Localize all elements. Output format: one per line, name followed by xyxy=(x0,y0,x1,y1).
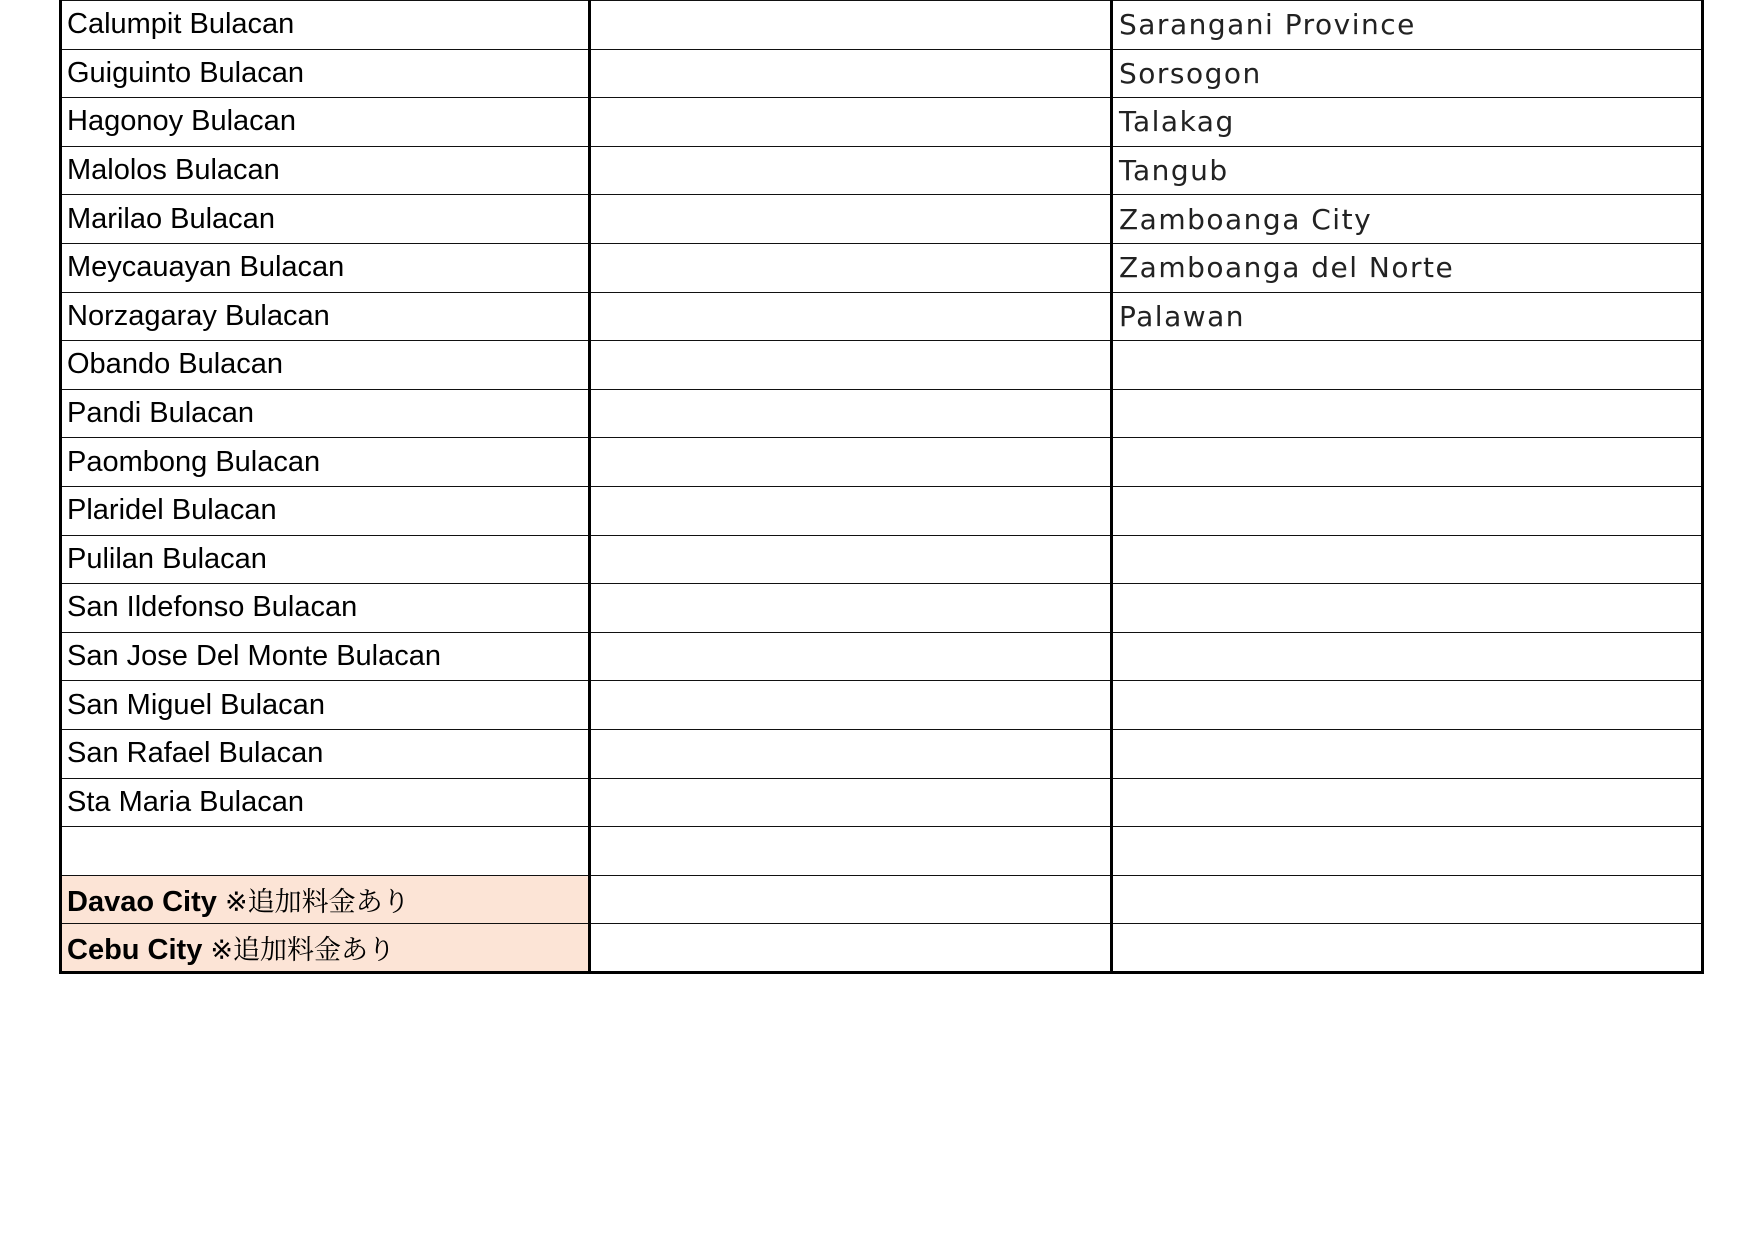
middle-cell[interactable] xyxy=(590,1,1112,50)
area-cell[interactable]: Obando Bulacan xyxy=(61,341,590,390)
area-cell[interactable]: Paombong Bulacan xyxy=(61,438,590,487)
middle-cell[interactable] xyxy=(590,243,1112,292)
middle-cell[interactable] xyxy=(590,195,1112,244)
table-row xyxy=(61,632,1703,681)
area-cell[interactable]: San Ildefonso Bulacan xyxy=(61,584,590,633)
table-row xyxy=(61,486,1703,535)
area-cell[interactable]: Guiguinto Bulacan xyxy=(61,49,590,98)
surcharge-note: ※追加料金あり xyxy=(210,935,396,967)
surcharge-city-cell[interactable] xyxy=(61,875,590,924)
table-row xyxy=(61,681,1703,730)
region-cell[interactable] xyxy=(1112,535,1703,584)
area-cell[interactable]: Malolos Bulacan xyxy=(61,146,590,195)
area-cell[interactable]: Marilao Bulacan xyxy=(61,195,590,244)
middle-cell[interactable] xyxy=(590,438,1112,487)
area-cell[interactable]: Meycauayan Bulacan xyxy=(61,243,590,292)
area-cell[interactable]: Calumpit Bulacan xyxy=(61,1,590,50)
region-cell[interactable] xyxy=(1112,729,1703,778)
area-cell[interactable]: Sta Maria Bulacan xyxy=(61,778,590,827)
city-name: Cebu City xyxy=(67,934,203,967)
table-row xyxy=(61,1,1703,50)
region-cell[interactable] xyxy=(1112,924,1703,973)
middle-cell[interactable] xyxy=(590,827,1112,876)
table-row xyxy=(61,438,1703,487)
region-cell[interactable]: Sarangani Province xyxy=(1112,1,1703,50)
region-cell[interactable]: Sorsogon xyxy=(1112,49,1703,98)
region-cell[interactable]: Zamboanga City xyxy=(1112,195,1703,244)
region-cell[interactable] xyxy=(1112,632,1703,681)
service-area-table xyxy=(59,0,1704,974)
region-cell[interactable] xyxy=(1112,681,1703,730)
table-row xyxy=(61,49,1703,98)
area-cell[interactable]: Pulilan Bulacan xyxy=(61,535,590,584)
region-cell[interactable] xyxy=(1112,875,1703,924)
middle-cell[interactable] xyxy=(590,924,1112,973)
middle-cell[interactable] xyxy=(590,535,1112,584)
region-cell[interactable]: Talakag xyxy=(1112,98,1703,147)
middle-cell[interactable] xyxy=(590,146,1112,195)
table-row xyxy=(61,98,1703,147)
region-cell[interactable] xyxy=(1112,438,1703,487)
surcharge-note: ※追加料金あり xyxy=(224,886,410,918)
region-cell[interactable] xyxy=(1112,827,1703,876)
region-cell[interactable]: Palawan xyxy=(1112,292,1703,341)
region-cell[interactable] xyxy=(1112,584,1703,633)
middle-cell[interactable] xyxy=(590,389,1112,438)
table-row xyxy=(61,341,1703,390)
middle-cell[interactable] xyxy=(590,341,1112,390)
region-cell[interactable] xyxy=(1112,778,1703,827)
table-row xyxy=(61,778,1703,827)
area-cell[interactable] xyxy=(61,827,590,876)
region-cell[interactable]: Zamboanga del Norte xyxy=(1112,243,1703,292)
middle-cell[interactable] xyxy=(590,292,1112,341)
area-cell[interactable]: Hagonoy Bulacan xyxy=(61,98,590,147)
table-row xyxy=(61,389,1703,438)
table-row xyxy=(61,292,1703,341)
table-row xyxy=(61,146,1703,195)
surcharge-row xyxy=(61,924,1703,973)
surcharge-row xyxy=(61,875,1703,924)
middle-cell[interactable] xyxy=(590,584,1112,633)
region-cell[interactable] xyxy=(1112,389,1703,438)
table-row xyxy=(61,584,1703,633)
area-cell[interactable]: Plaridel Bulacan xyxy=(61,486,590,535)
region-cell[interactable] xyxy=(1112,486,1703,535)
middle-cell[interactable] xyxy=(590,875,1112,924)
region-cell[interactable] xyxy=(1112,341,1703,390)
middle-cell[interactable] xyxy=(590,49,1112,98)
table-row xyxy=(61,827,1703,876)
middle-cell[interactable] xyxy=(590,98,1112,147)
table-row xyxy=(61,195,1703,244)
middle-cell[interactable] xyxy=(590,778,1112,827)
table-body xyxy=(61,1,1703,973)
table-row xyxy=(61,535,1703,584)
middle-cell[interactable] xyxy=(590,632,1112,681)
middle-cell[interactable] xyxy=(590,486,1112,535)
table-row xyxy=(61,729,1703,778)
area-cell[interactable]: San Jose Del Monte Bulacan xyxy=(61,632,590,681)
middle-cell[interactable] xyxy=(590,729,1112,778)
area-cell[interactable]: San Rafael Bulacan xyxy=(61,729,590,778)
area-cell[interactable]: Pandi Bulacan xyxy=(61,389,590,438)
area-cell[interactable]: San Miguel Bulacan xyxy=(61,681,590,730)
table-row xyxy=(61,243,1703,292)
area-cell[interactable]: Norzagaray Bulacan xyxy=(61,292,590,341)
region-cell[interactable]: Tangub xyxy=(1112,146,1703,195)
city-name: Davao City xyxy=(67,885,217,918)
middle-cell[interactable] xyxy=(590,681,1112,730)
surcharge-city-cell[interactable] xyxy=(61,924,590,973)
